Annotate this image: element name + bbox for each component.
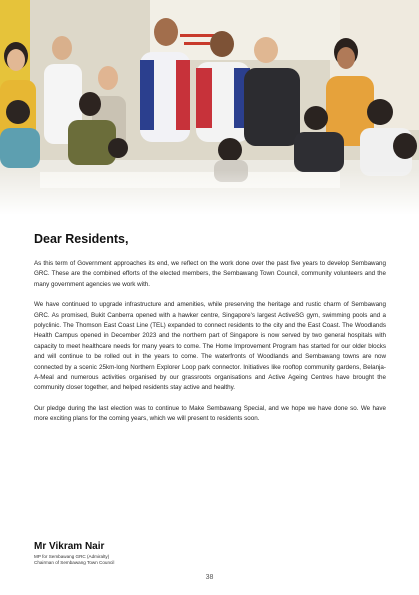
wall-writing (180, 34, 216, 37)
letter-paragraph: As this term of Government approaches its end, we reflect on the work done over the past five years to develop Sembawang GRC. These are the combined efforts of the elected members, the Sembawang Town Council, community volunteers and the many government agencies we work with. (34, 260, 386, 288)
hero-fade-overlay (0, 170, 419, 215)
letter-body (34, 232, 386, 435)
back-wall-light (150, 0, 340, 60)
salutation-heading: Dear Residents, (34, 232, 129, 246)
letter-paragraph: Our pledge during the last election was to continue to Make Sembawang Special, and we hope we have done so. We have more exciting plans for the coming years, which we will present to residents soon. (34, 404, 386, 423)
signer-role: MP for Sembawang GRC (Admiralty) (34, 554, 110, 559)
page-number: 38 (205, 574, 214, 581)
signer-role: Chairman of Sembawang Town Council (34, 560, 115, 566)
letter-paragraph: We have continued to upgrade infrastructure and amenities, while preserving the heritage and rustic charm of Sembawang GRC. As promised, Bukit Canberra opened with a hawker centre, Singapore's largest ActiveSG gym, swimming pools and a polyclinic. The Thomson East Coast Line (TEL) expanded to connect residents to the city and the East Coast. The Woodlands Health Campus opened in December 2023 and the northern part of Singapore is now served by two general hospitals with capacity to meet healthcare needs for many years to come. The Home Improvement Program has started for our older blocks and will continue to be rolled out in the years to come. The waterfronts of Woodlands and Sembawang towns are now connected by a scenic 25km-long Northern Explorer Loop park connector. Initiatives like rooftop community gardens, Belanja-A-Meal and numerous activities organised by our grassroots organisations and Active Ageing Centres have brought the community closer together, and helped residents stay active and healthy. (34, 301, 386, 392)
wall-writing (184, 42, 210, 45)
signature-block (34, 541, 114, 566)
signer-name: Mr Vikram Nair (34, 541, 105, 552)
hero-photo (0, 0, 419, 215)
